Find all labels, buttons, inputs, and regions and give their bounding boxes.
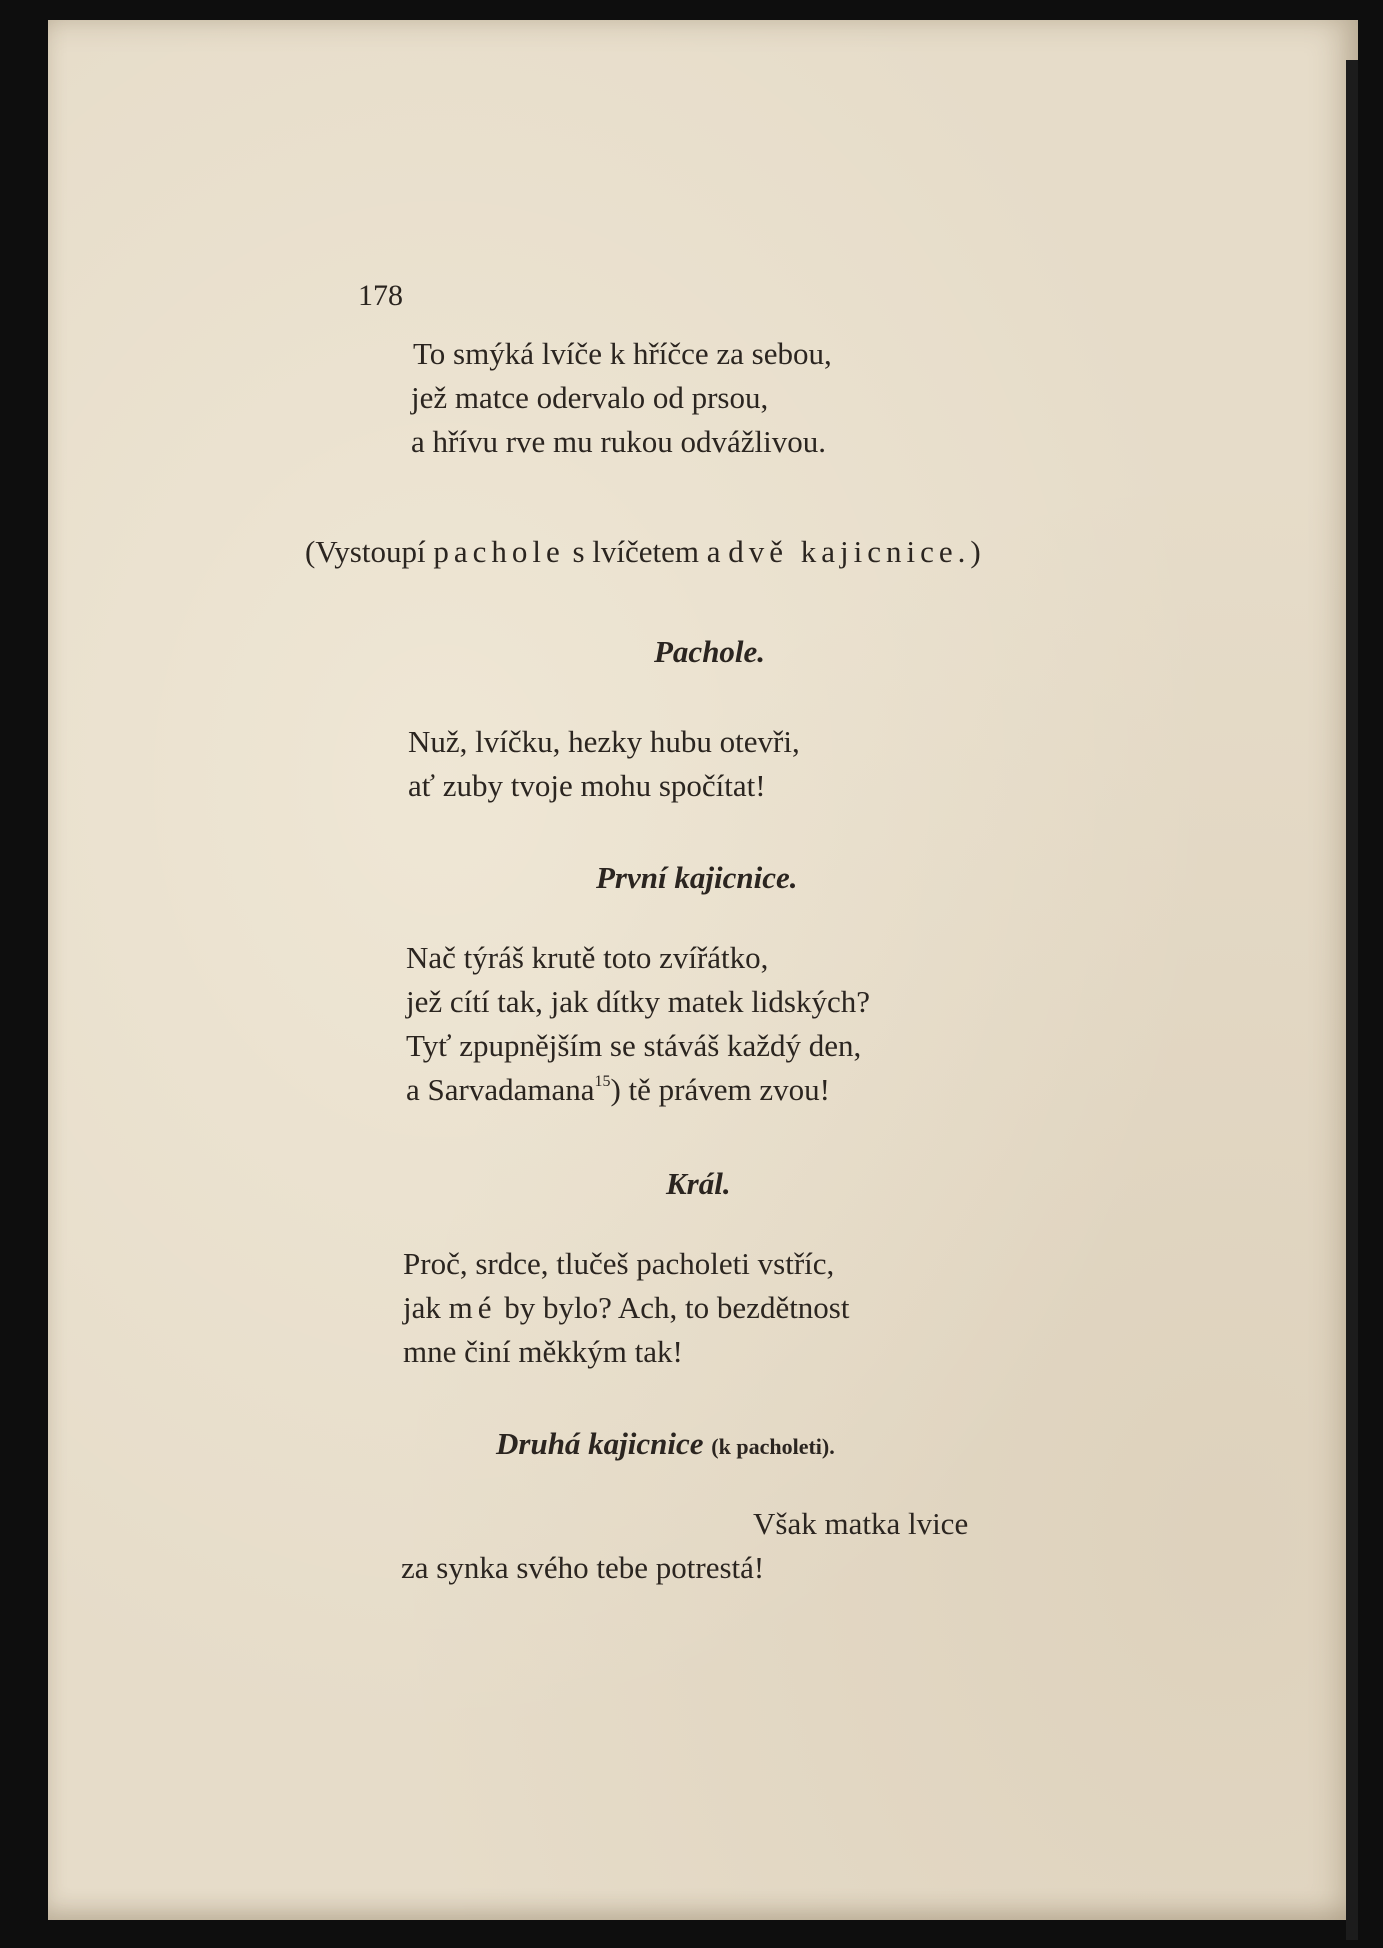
stage-direction-mid: s lvíčetem a [572, 534, 721, 569]
verse-line: Však matka lvice [753, 1506, 969, 1541]
page-number: 178 [358, 279, 403, 312]
speaker-name: Druhá kajicnice [496, 1426, 704, 1461]
verse-line: mne činí měkkým tak! [403, 1334, 683, 1369]
page-edge [1346, 60, 1358, 1940]
emphasized-word: mé [448, 1290, 497, 1325]
verse-line [403, 1286, 850, 1330]
verse-line: Nač týráš krutě toto zvířátko, [406, 940, 769, 975]
verse-line: ať zuby tvoje mohu spočítat! [408, 768, 766, 803]
speaker-name: Král. [666, 1166, 731, 1201]
verse-text: a Sarvadamana [406, 1072, 595, 1107]
verse-line: Tyť zpupnějším se stáváš každý den, [406, 1028, 862, 1063]
speaker-name: První kajicnice. [596, 860, 798, 895]
stage-direction-open: (Vystoupí [305, 534, 426, 569]
verse-line: jež cítí tak, jak dítky matek lidských? [406, 984, 871, 1019]
stage-direction-character: dvě kajicnice.) [728, 534, 986, 569]
verse-text: by bylo? Ach, to bezdětnost [504, 1290, 850, 1325]
verse-line: Nuž, lvíčku, hezky hubu otevři, [408, 724, 800, 759]
verse-line [406, 1068, 830, 1112]
verse-line: za synka svého tebe potrestá! [401, 1550, 765, 1585]
stage-direction [305, 530, 986, 574]
verse-line: jež matce odervalo od prsou, [411, 380, 769, 415]
verse-line: a hřívu rve mu rukou odvážlivou. [411, 424, 826, 459]
verse-text: jak [403, 1290, 441, 1325]
verse-line: Proč, srdce, tlučeš pacholeti vstříc, [403, 1246, 835, 1281]
speaker-line [496, 1422, 835, 1469]
stage-direction-character: pachole [433, 534, 565, 569]
verse-text: ) tě právem zvou! [610, 1072, 830, 1107]
speaker-name: Pachole. [654, 634, 766, 669]
footnote-marker: 15 [594, 1073, 611, 1090]
stage-note: (k pacholeti). [711, 1434, 835, 1459]
verse-line: To smýká lvíče k hříčce za sebou, [413, 336, 832, 371]
book-page [48, 20, 1358, 1920]
